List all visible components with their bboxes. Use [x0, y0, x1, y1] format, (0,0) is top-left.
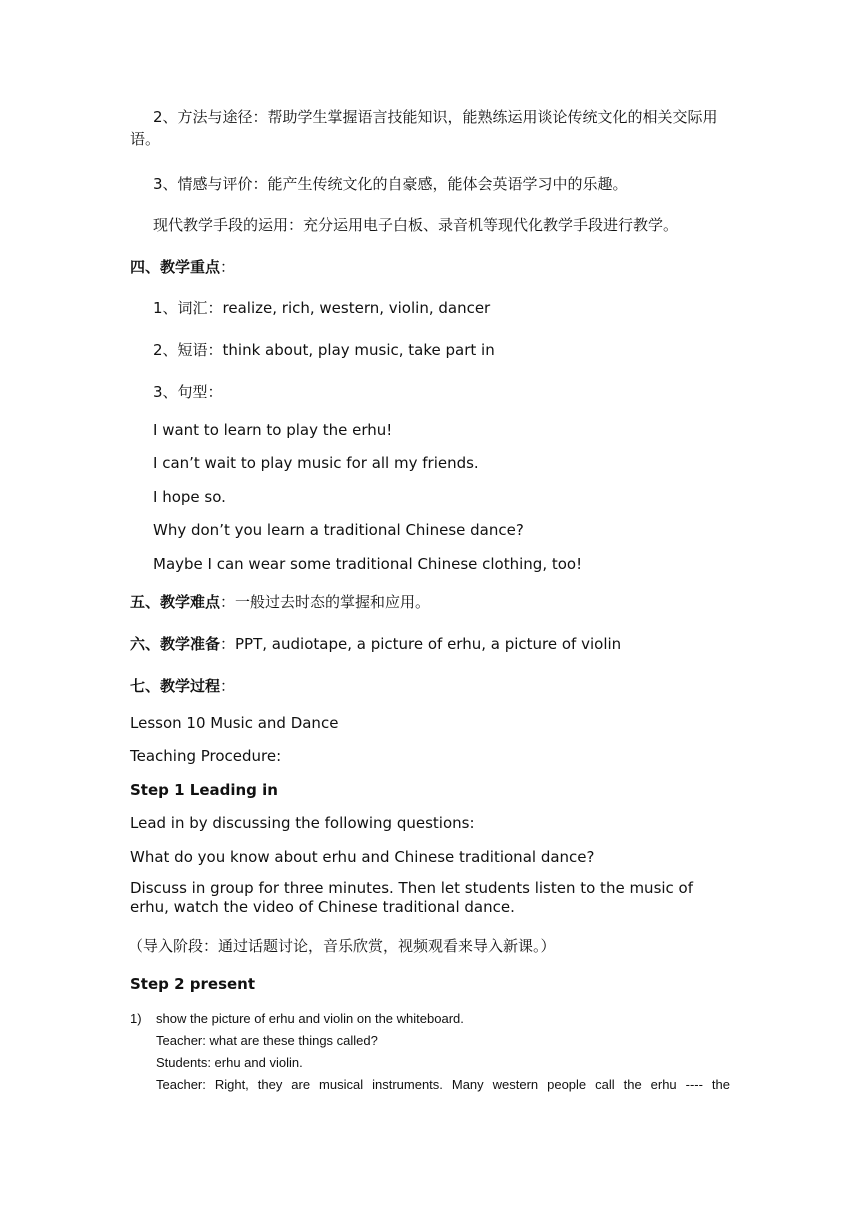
teaching-procedure-label: Teaching Procedure:	[130, 747, 282, 765]
step-1-heading: Step 1 Leading in	[130, 781, 278, 799]
preparation-text: ：PPT, audiotape, a picture of erhu, a picture of violin	[220, 635, 622, 653]
preparation-heading: 六、教学准备	[130, 635, 221, 653]
process-colon: ：	[220, 677, 236, 695]
sentence-item: I hope so.	[153, 488, 226, 506]
objective-emotion: 3、情感与评价：能产生传统文化的自豪感，能体会英语学习中的乐趣。	[153, 175, 628, 193]
difficult-points-text: ：一般过去时态的掌握和应用。	[220, 593, 431, 611]
preparation-line	[130, 633, 621, 655]
key-points-colon: ：	[220, 258, 236, 276]
sentence-item: I want to learn to play the erhu!	[153, 421, 393, 439]
objective-method: 2、方法与途径：帮助学生掌握语言技能知识，能熟练运用谈论传统文化的相关交际用语。	[130, 108, 718, 148]
difficult-points-line	[130, 591, 430, 613]
sentence-item: Maybe I can wear some traditional Chinese clothing, too!	[153, 555, 583, 573]
lead-in-question: What do you know about erhu and Chinese traditional dance?	[130, 848, 595, 866]
step-2-heading: Step 2 present	[130, 975, 256, 993]
list-line: Teacher: Right, they are musical instruments. Many western people call the erhu ---- the	[156, 1077, 730, 1092]
process-heading: 七、教学过程	[130, 677, 221, 695]
modern-teaching-means: 现代教学手段的运用：充分运用电子白板、录音机等现代化教学手段进行教学。	[153, 216, 679, 234]
list-line: Students: erhu and violin.	[156, 1055, 303, 1070]
list-line: show the picture of erhu and violin on the whiteboard.	[156, 1011, 464, 1026]
key-points-sentences-label: 3、句型：	[153, 383, 223, 401]
lead-in-text: Lead in by discussing the following questions:	[130, 814, 475, 832]
key-points-heading-line	[130, 256, 235, 278]
lesson-title: Lesson 10 Music and Dance	[130, 714, 339, 732]
discuss-text: Discuss in group for three minutes. Then let students listen to the music of erhu, watch the video of Chinese traditional dance.	[130, 879, 694, 916]
sentence-item: Why don’t you learn a traditional Chinese dance?	[153, 521, 524, 539]
list-number: 1)	[130, 1011, 142, 1026]
process-heading-line	[130, 675, 235, 697]
key-points-phrases: 2、短语：think about, play music, take part in	[153, 341, 495, 359]
key-points-vocab: 1、词汇：realize, rich, western, violin, dancer	[153, 299, 491, 317]
list-line: Teacher: what are these things called?	[156, 1033, 378, 1048]
sentence-item: I can’t wait to play music for all my friends.	[153, 454, 479, 472]
key-points-heading: 四、教学重点	[130, 258, 221, 276]
lead-in-note: （导入阶段：通过话题讨论，音乐欣赏，视频观看来导入新课。）	[128, 937, 556, 955]
difficult-points-heading: 五、教学难点	[130, 593, 221, 611]
